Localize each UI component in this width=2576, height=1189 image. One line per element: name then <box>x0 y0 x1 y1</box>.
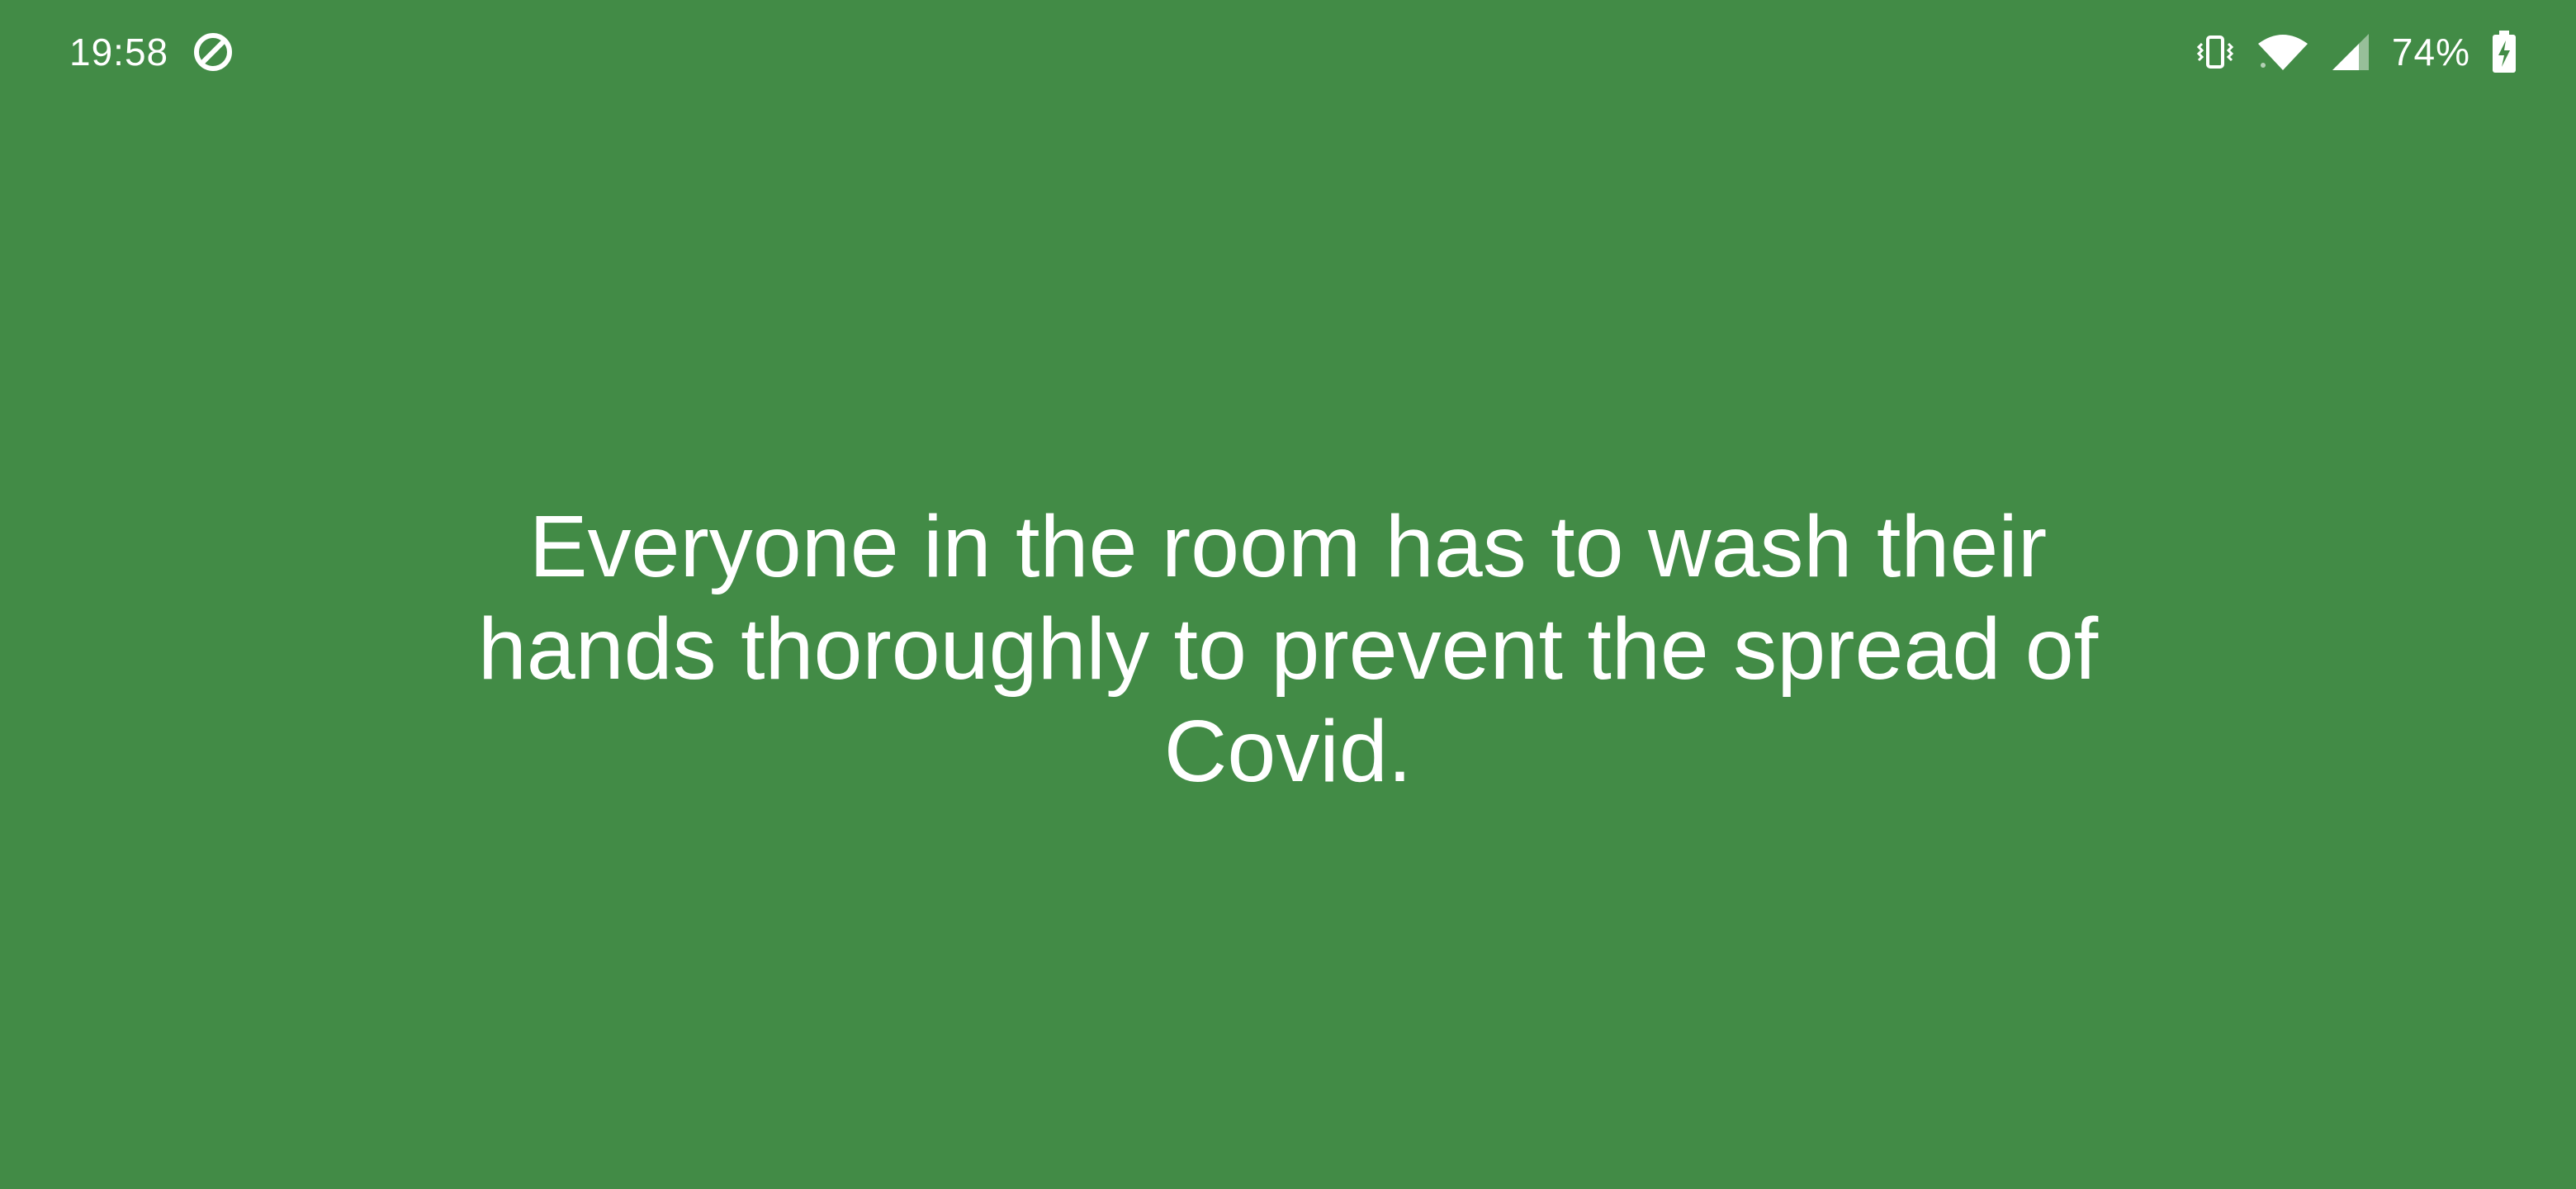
status-bar-right <box>2195 25 2517 79</box>
wifi-icon <box>2256 31 2309 73</box>
vibrate-icon <box>2195 32 2235 72</box>
covid-hygiene-message: Everyone in the room has to wash their hands thoroughly to prevent the spread of Covid. <box>477 498 2099 800</box>
battery-percent: 74% <box>2391 31 2470 73</box>
status-bar-left <box>69 25 234 79</box>
cell-signal-icon <box>2331 32 2370 72</box>
data-saver-icon <box>192 31 234 73</box>
status-bar <box>0 0 2576 104</box>
clock: 19:58 <box>69 31 169 73</box>
battery-charging-icon <box>2492 31 2517 73</box>
